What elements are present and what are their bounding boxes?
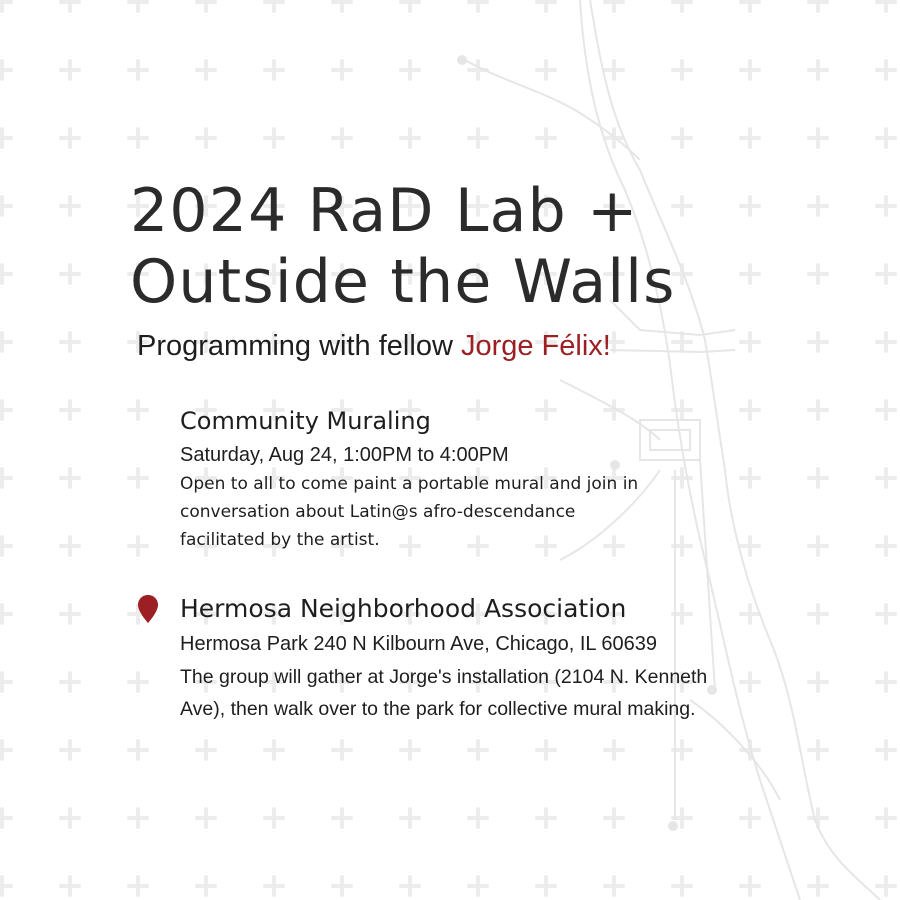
- plus-mark: [673, 877, 691, 895]
- plus-mark: [877, 537, 895, 555]
- plus-mark: [61, 673, 79, 691]
- plus-mark: [809, 129, 827, 147]
- plus-mark: [605, 877, 623, 895]
- plus-mark: [877, 877, 895, 895]
- plus-mark: [401, 741, 419, 759]
- plus-mark: [809, 809, 827, 827]
- subtitle-prefix: Programming with fellow: [137, 330, 461, 362]
- plus-mark: [0, 673, 11, 691]
- plus-mark: [877, 265, 895, 283]
- plus-mark: [605, 61, 623, 79]
- plus-mark: [129, 877, 147, 895]
- plus-mark: [401, 0, 419, 11]
- plus-mark: [809, 333, 827, 351]
- plus-mark: [537, 61, 555, 79]
- plus-mark: [0, 333, 11, 351]
- plus-mark: [61, 61, 79, 79]
- event-heading: Community Muraling: [180, 407, 431, 435]
- plus-mark: [809, 401, 827, 419]
- plus-mark: [401, 877, 419, 895]
- plus-mark: [741, 877, 759, 895]
- plus-mark: [741, 809, 759, 827]
- plus-mark: [129, 469, 147, 487]
- plus-mark: [0, 741, 11, 759]
- plus-mark: [0, 605, 11, 623]
- plus-mark: [197, 877, 215, 895]
- plus-mark: [61, 877, 79, 895]
- plus-mark: [197, 741, 215, 759]
- plus-mark: [129, 0, 147, 11]
- plus-mark: [809, 0, 827, 11]
- plus-mark: [673, 61, 691, 79]
- map-line: [650, 430, 690, 450]
- plus-mark: [809, 537, 827, 555]
- plus-mark: [0, 129, 11, 147]
- plus-mark: [809, 605, 827, 623]
- title-line-1: 2024 RaD Lab +: [130, 176, 639, 246]
- plus-mark: [741, 401, 759, 419]
- page-title: [130, 176, 676, 318]
- venue-section: [180, 590, 707, 725]
- plus-mark: [61, 0, 79, 11]
- event-datetime: Saturday, Aug 24, 1:00PM to 4:00PM: [180, 444, 509, 466]
- plus-mark: [265, 129, 283, 147]
- plus-mark: [877, 469, 895, 487]
- plus-mark: [129, 129, 147, 147]
- map-line: [610, 350, 735, 352]
- plus-mark: [0, 401, 11, 419]
- plus-mark: [0, 265, 11, 283]
- plus-mark: [333, 0, 351, 11]
- plus-mark: [0, 469, 11, 487]
- event-description-line-1: Open to all to come paint a portable mural and join in: [180, 474, 639, 494]
- plus-mark: [129, 401, 147, 419]
- plus-mark: [265, 877, 283, 895]
- plus-mark: [401, 809, 419, 827]
- plus-mark: [673, 333, 691, 351]
- plus-mark: [877, 673, 895, 691]
- plus-mark: [537, 129, 555, 147]
- plus-mark: [877, 741, 895, 759]
- plus-mark: [197, 809, 215, 827]
- plus-mark: [129, 741, 147, 759]
- plus-mark: [61, 129, 79, 147]
- plus-mark: [605, 741, 623, 759]
- subtitle: [137, 326, 611, 366]
- plus-mark: [877, 809, 895, 827]
- plus-mark: [129, 61, 147, 79]
- plus-mark: [469, 809, 487, 827]
- plus-mark: [0, 61, 11, 79]
- plus-mark: [61, 809, 79, 827]
- plus-mark: [741, 61, 759, 79]
- plus-mark: [741, 605, 759, 623]
- plus-mark: [469, 741, 487, 759]
- plus-mark: [129, 537, 147, 555]
- plus-mark: [673, 0, 691, 11]
- plus-mark: [61, 265, 79, 283]
- plus-mark: [333, 741, 351, 759]
- plus-mark: [741, 469, 759, 487]
- venue-address: Hermosa Park 240 N Kilbourn Ave, Chicago, IL 60639: [180, 633, 657, 655]
- plus-mark: [877, 129, 895, 147]
- plus-mark: [401, 61, 419, 79]
- map-dot: [457, 55, 467, 65]
- plus-mark: [333, 129, 351, 147]
- map-dot: [668, 821, 678, 831]
- plus-mark: [469, 129, 487, 147]
- plus-mark: [809, 673, 827, 691]
- plus-mark: [741, 537, 759, 555]
- plus-mark: [537, 0, 555, 11]
- plus-mark: [741, 673, 759, 691]
- location-pin-icon: [137, 594, 159, 624]
- plus-mark: [809, 61, 827, 79]
- plus-mark: [333, 877, 351, 895]
- plus-mark: [605, 0, 623, 11]
- plus-mark: [401, 129, 419, 147]
- venue-heading: Hermosa Neighborhood Association: [180, 594, 627, 623]
- plus-mark: [877, 61, 895, 79]
- plus-mark: [333, 61, 351, 79]
- plus-mark: [265, 809, 283, 827]
- plus-mark: [741, 0, 759, 11]
- fellow-name: Jorge Félix!: [460, 330, 611, 362]
- plus-mark: [877, 197, 895, 215]
- plus-mark: [741, 129, 759, 147]
- plus-mark: [877, 0, 895, 11]
- plus-mark: [673, 197, 691, 215]
- plus-mark: [333, 809, 351, 827]
- plus-mark: [61, 741, 79, 759]
- plus-mark: [469, 0, 487, 11]
- plus-mark: [0, 809, 11, 827]
- plus-mark: [61, 537, 79, 555]
- plus-mark: [537, 809, 555, 827]
- plus-mark: [129, 673, 147, 691]
- event-description-line-3: facilitated by the artist.: [180, 530, 380, 550]
- plus-mark: [0, 0, 11, 11]
- plus-mark: [197, 0, 215, 11]
- plus-mark: [265, 741, 283, 759]
- plus-mark: [877, 401, 895, 419]
- venue-note-line-1: The group will gather at Jorge's installation (2104 N. Kenneth: [180, 666, 708, 688]
- plus-mark: [129, 809, 147, 827]
- plus-mark: [877, 333, 895, 351]
- plus-mark: [0, 537, 11, 555]
- plus-mark: [197, 129, 215, 147]
- plus-mark: [741, 197, 759, 215]
- plus-mark: [265, 0, 283, 11]
- map-dot: [707, 685, 717, 695]
- plus-mark: [741, 333, 759, 351]
- plus-mark: [265, 61, 283, 79]
- plus-mark: [61, 469, 79, 487]
- plus-mark: [61, 605, 79, 623]
- plus-mark: [537, 741, 555, 759]
- plus-mark: [537, 877, 555, 895]
- event-section: [180, 402, 638, 554]
- plus-mark: [61, 401, 79, 419]
- plus-mark: [809, 877, 827, 895]
- title-line-2: Outside the Walls: [130, 247, 676, 317]
- plus-mark: [809, 469, 827, 487]
- plus-mark: [809, 741, 827, 759]
- plus-mark: [61, 197, 79, 215]
- plus-mark: [469, 877, 487, 895]
- plus-mark: [809, 265, 827, 283]
- plus-mark: [877, 605, 895, 623]
- venue-note-line-2: Ave), then walk over to the park for collective mural making.: [180, 698, 696, 720]
- plus-mark: [197, 61, 215, 79]
- event-description-line-2: conversation about Latin@s afro-descendance: [180, 502, 576, 522]
- plus-mark: [741, 265, 759, 283]
- plus-mark: [0, 197, 11, 215]
- plus-mark: [673, 129, 691, 147]
- plus-mark: [0, 877, 11, 895]
- plus-mark: [61, 333, 79, 351]
- plus-mark: [605, 809, 623, 827]
- plus-mark: [809, 197, 827, 215]
